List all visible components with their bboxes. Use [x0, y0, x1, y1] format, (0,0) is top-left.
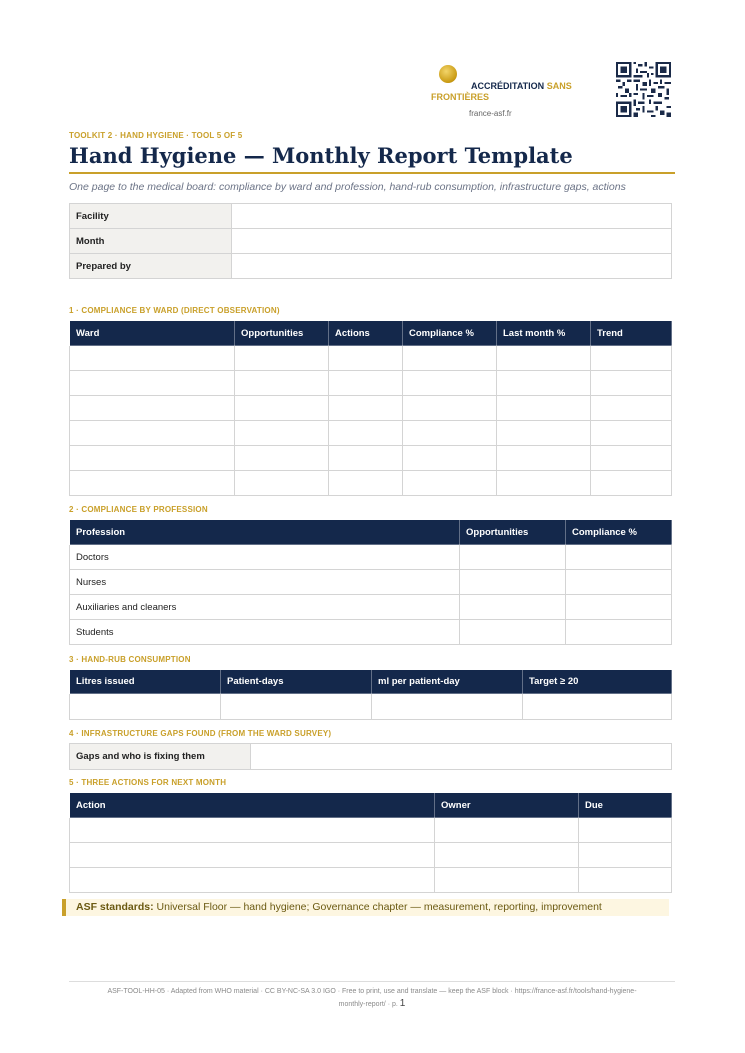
profession-compliance-table: [69, 519, 672, 645]
table-cell[interactable]: [591, 371, 672, 396]
info-row-month: [70, 229, 672, 254]
month-label: Month: [70, 229, 232, 254]
table-cell[interactable]: [70, 446, 235, 471]
table-header-row: [70, 793, 672, 818]
table-row: [70, 843, 672, 868]
table-row: [70, 818, 672, 843]
table-cell[interactable]: [579, 843, 672, 868]
table-cell[interactable]: [235, 346, 329, 371]
table-cell[interactable]: [497, 421, 591, 446]
prepared-by-field[interactable]: [232, 254, 672, 279]
table-row: [70, 371, 672, 396]
ward-compliance-table: [69, 320, 672, 496]
section-2-heading: 2 · COMPLIANCE BY PROFESSION: [69, 505, 208, 514]
logo-word-2: SANS: [546, 81, 572, 91]
col-owner: Owner: [435, 793, 579, 818]
col-opportunities: Opportunities: [460, 520, 566, 545]
table-cell[interactable]: [403, 471, 497, 496]
table-cell[interactable]: [70, 346, 235, 371]
footer-line-2: monthly-report/ · p.: [338, 1001, 398, 1008]
table-header-row: [70, 520, 672, 545]
table-row: [70, 570, 672, 595]
info-row-facility: [70, 204, 672, 229]
col-action: Action: [70, 793, 435, 818]
table-cell[interactable]: [579, 868, 672, 893]
table-cell[interactable]: [235, 396, 329, 421]
table-cell[interactable]: [70, 868, 435, 893]
table-cell[interactable]: [497, 396, 591, 421]
table-cell[interactable]: [460, 570, 566, 595]
table-row: [70, 744, 672, 770]
table-row: [70, 595, 672, 620]
report-info-table: [69, 203, 672, 279]
table-cell[interactable]: [566, 595, 672, 620]
col-compliance: Compliance %: [566, 520, 672, 545]
table-cell[interactable]: [235, 446, 329, 471]
col-due: Due: [579, 793, 672, 818]
asf-standards-callout: [62, 899, 669, 916]
table-row: [70, 421, 672, 446]
table-cell[interactable]: [403, 346, 497, 371]
table-row: [70, 346, 672, 371]
profession-nurses: Nurses: [70, 570, 460, 595]
table-row: [70, 446, 672, 471]
page-subtitle: One page to the medical board: compliance by ward and profession, hand-rub consumption, infrastructure gaps, actions: [69, 181, 626, 193]
col-ml-per-patient-day: ml per patient-day: [372, 670, 523, 694]
table-cell[interactable]: [579, 818, 672, 843]
prepared-by-label: Prepared by: [70, 254, 232, 279]
table-cell[interactable]: [497, 471, 591, 496]
table-cell[interactable]: [70, 843, 435, 868]
table-cell[interactable]: [329, 371, 403, 396]
col-compliance: Compliance %: [403, 321, 497, 346]
col-litres-issued: Litres issued: [70, 670, 221, 694]
table-cell[interactable]: [235, 371, 329, 396]
col-actions: Actions: [329, 321, 403, 346]
standards-text: Universal Floor — hand hygiene; Governance chapter — measurement, reporting, improvement: [156, 901, 602, 913]
table-cell[interactable]: [497, 346, 591, 371]
table-cell[interactable]: [591, 396, 672, 421]
table-row: [70, 694, 672, 720]
profession-doctors: Doctors: [70, 545, 460, 570]
infrastructure-gaps-table: [69, 743, 672, 770]
table-cell[interactable]: [566, 570, 672, 595]
facility-field[interactable]: [232, 204, 672, 229]
col-last-month: Last month %: [497, 321, 591, 346]
table-cell[interactable]: [523, 694, 672, 720]
table-cell[interactable]: [403, 446, 497, 471]
table-cell[interactable]: [70, 694, 221, 720]
table-cell[interactable]: [591, 471, 672, 496]
col-target: Target ≥ 20: [523, 670, 672, 694]
table-cell[interactable]: [566, 545, 672, 570]
table-cell[interactable]: [70, 371, 235, 396]
page-number: 1: [399, 998, 406, 1009]
col-profession: Profession: [70, 520, 460, 545]
table-row: [70, 545, 672, 570]
qr-code-icon: [616, 62, 671, 117]
table-cell[interactable]: [435, 843, 579, 868]
section-1-heading: 1 · COMPLIANCE BY WARD (DIRECT OBSERVATION): [69, 306, 280, 315]
table-row: [70, 620, 672, 645]
title-divider: [69, 172, 675, 174]
table-cell[interactable]: [235, 471, 329, 496]
table-cell[interactable]: [372, 694, 523, 720]
hand-rub-table: [69, 669, 672, 720]
table-cell[interactable]: [591, 421, 672, 446]
logo-word-1: ACCRÉDITATION: [471, 81, 545, 91]
toolkit-kicker: TOOLKIT 2 · HAND HYGIENE · TOOL 5 OF 5: [69, 131, 243, 140]
section-4-heading: 4 · INFRASTRUCTURE GAPS FOUND (FROM THE WARD SURVEY): [69, 729, 332, 738]
col-patient-days: Patient-days: [221, 670, 372, 694]
section-5-heading: 5 · THREE ACTIONS FOR NEXT MONTH: [69, 778, 227, 787]
table-cell[interactable]: [329, 421, 403, 446]
table-cell[interactable]: [70, 471, 235, 496]
table-cell[interactable]: [403, 421, 497, 446]
table-cell[interactable]: [70, 396, 235, 421]
table-row: [70, 471, 672, 496]
month-field[interactable]: [232, 229, 672, 254]
profession-auxiliaries: Auxiliaries and cleaners: [70, 595, 460, 620]
table-cell[interactable]: [403, 371, 497, 396]
table-header-row: [70, 670, 672, 694]
table-cell[interactable]: [329, 346, 403, 371]
table-cell[interactable]: [403, 396, 497, 421]
col-opportunities: Opportunities: [235, 321, 329, 346]
table-cell[interactable]: [435, 868, 579, 893]
page-title: Hand Hygiene — Monthly Report Template: [69, 143, 573, 168]
table-cell[interactable]: [329, 396, 403, 421]
table-cell[interactable]: [70, 421, 235, 446]
facility-label: Facility: [70, 204, 232, 229]
table-cell[interactable]: [460, 545, 566, 570]
table-row: [70, 396, 672, 421]
table-cell[interactable]: [221, 694, 372, 720]
table-cell[interactable]: [460, 595, 566, 620]
gaps-label: Gaps and who is fixing them: [70, 744, 251, 770]
table-cell[interactable]: [460, 620, 566, 645]
table-cell[interactable]: [591, 446, 672, 471]
table-cell[interactable]: [329, 446, 403, 471]
section-3-heading: 3 · HAND-RUB CONSUMPTION: [69, 655, 191, 664]
standards-label: ASF standards:: [76, 901, 154, 913]
table-cell[interactable]: [591, 346, 672, 371]
profession-students: Students: [70, 620, 460, 645]
table-cell[interactable]: [329, 471, 403, 496]
table-cell[interactable]: [435, 818, 579, 843]
footer-divider: [69, 981, 675, 982]
logo-word-3: FRONTIÈRES: [431, 92, 490, 102]
col-ward: Ward: [70, 321, 235, 346]
table-cell[interactable]: [566, 620, 672, 645]
table-cell[interactable]: [497, 371, 591, 396]
table-cell[interactable]: [70, 818, 435, 843]
actions-table: [69, 792, 672, 893]
footer-line-1: ASF-TOOL-HH-05 · Adapted from WHO material · CC BY-NC-SA 3.0 IGO · Free to print, use and translate — keep the ASF block · https://france-asf.fr/tools/hand-hygiene-: [107, 988, 637, 995]
logo-wordmark: [431, 81, 591, 103]
gaps-field[interactable]: [251, 744, 672, 770]
table-header-row: [70, 321, 672, 346]
col-trend: Trend: [591, 321, 672, 346]
table-cell[interactable]: [497, 446, 591, 471]
logo-url: france-asf.fr: [469, 109, 512, 118]
page-footer: [69, 986, 675, 1011]
table-cell[interactable]: [235, 421, 329, 446]
table-row: [70, 868, 672, 893]
info-row-prepared-by: [70, 254, 672, 279]
